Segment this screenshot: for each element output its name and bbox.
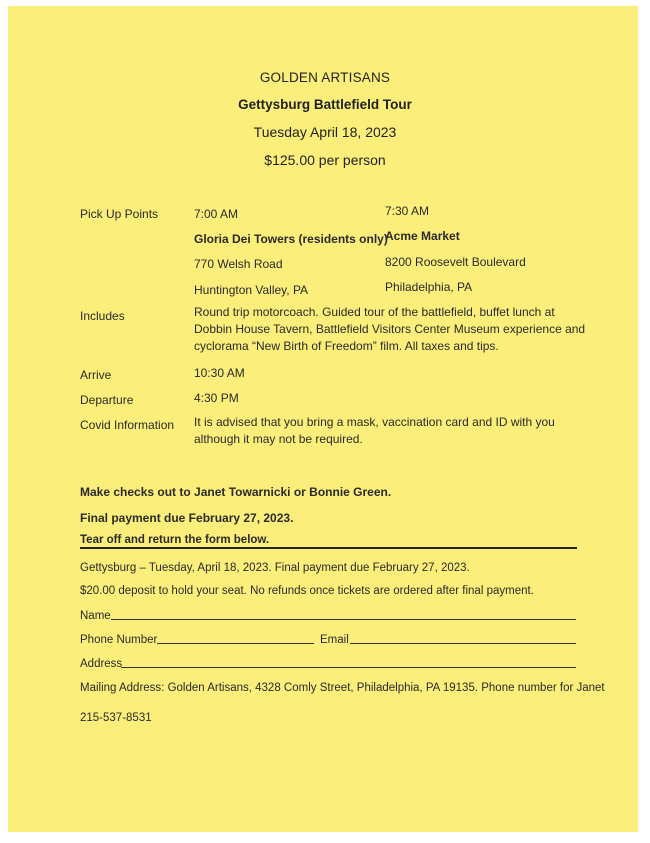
covid-text: It is advised that you bring a mask, vaccination card and ID with you although it may not be required. [194, 415, 555, 446]
pickup-2-time: 7:30 AM [385, 204, 430, 218]
departure-label: Departure [80, 393, 134, 407]
org-name: GOLDEN ARTISANS [259, 70, 391, 85]
phone-field-line[interactable] [157, 643, 314, 644]
pickup-2-city: Philadelphia, PA [385, 280, 473, 294]
event-price: $125.00 per person [264, 152, 386, 168]
pickup-2-street: 8200 Roosevelt Boulevard [385, 255, 526, 269]
pickup-1-city: Huntington Valley, PA [194, 283, 309, 297]
mailing-address: Mailing Address: Golden Artisans, 4328 Comly Street, Philadelphia, PA 19135. Phone number for Janet [80, 682, 605, 694]
address-field-line[interactable] [121, 667, 576, 668]
pickup-label: Pick Up Points [80, 207, 159, 221]
name-field-line[interactable] [111, 619, 576, 620]
address-field-label: Address [80, 658, 123, 670]
pickup-1-name: Gloria Dei Towers (residents only) [194, 232, 388, 246]
pickup-1-time: 7:00 AM [194, 207, 239, 221]
event-date: Tuesday April 18, 2023 [253, 124, 397, 140]
pickup-2-name: Acme Market [385, 229, 460, 243]
phone-field-label: Phone Number [80, 634, 158, 646]
arrive-time: 10:30 AM [194, 366, 245, 380]
name-field-label: Name [80, 610, 111, 622]
tear-off-note: Tear off and return the form below. [80, 534, 270, 546]
tear-off-line [80, 547, 577, 549]
pickup-1-street: 770 Welsh Road [194, 257, 283, 271]
includes-text: Round trip motorcoach. Guided tour of the battlefield, buffet lunch at Dobbin House Tavern, Battlefield Visitors Center Museum experience and cyclorama “New Birth of Freedom” film. All taxes and tips. [194, 305, 586, 353]
event-title: Gettysburg Battlefield Tour [238, 97, 412, 112]
email-field-line[interactable] [350, 643, 576, 644]
covid-label: Covid Information [80, 418, 175, 432]
final-payment-due: Final payment due February 27, 2023. [80, 511, 294, 525]
janet-phone-number: 215-537-8531 [80, 712, 152, 724]
includes-label: Includes [80, 309, 125, 323]
form-summary: Gettysburg – Tuesday, April 18, 2023. Final payment due February 27, 2023. [80, 562, 470, 574]
email-field-label: Email [320, 634, 349, 646]
form-deposit: $20.00 deposit to hold your seat. No refunds once tickets are ordered after final payment. [80, 585, 534, 597]
arrive-label: Arrive [80, 368, 112, 382]
checks-payable: Make checks out to Janet Towarnicki or Bonnie Green. [80, 485, 392, 499]
departure-time: 4:30 PM [194, 391, 239, 405]
